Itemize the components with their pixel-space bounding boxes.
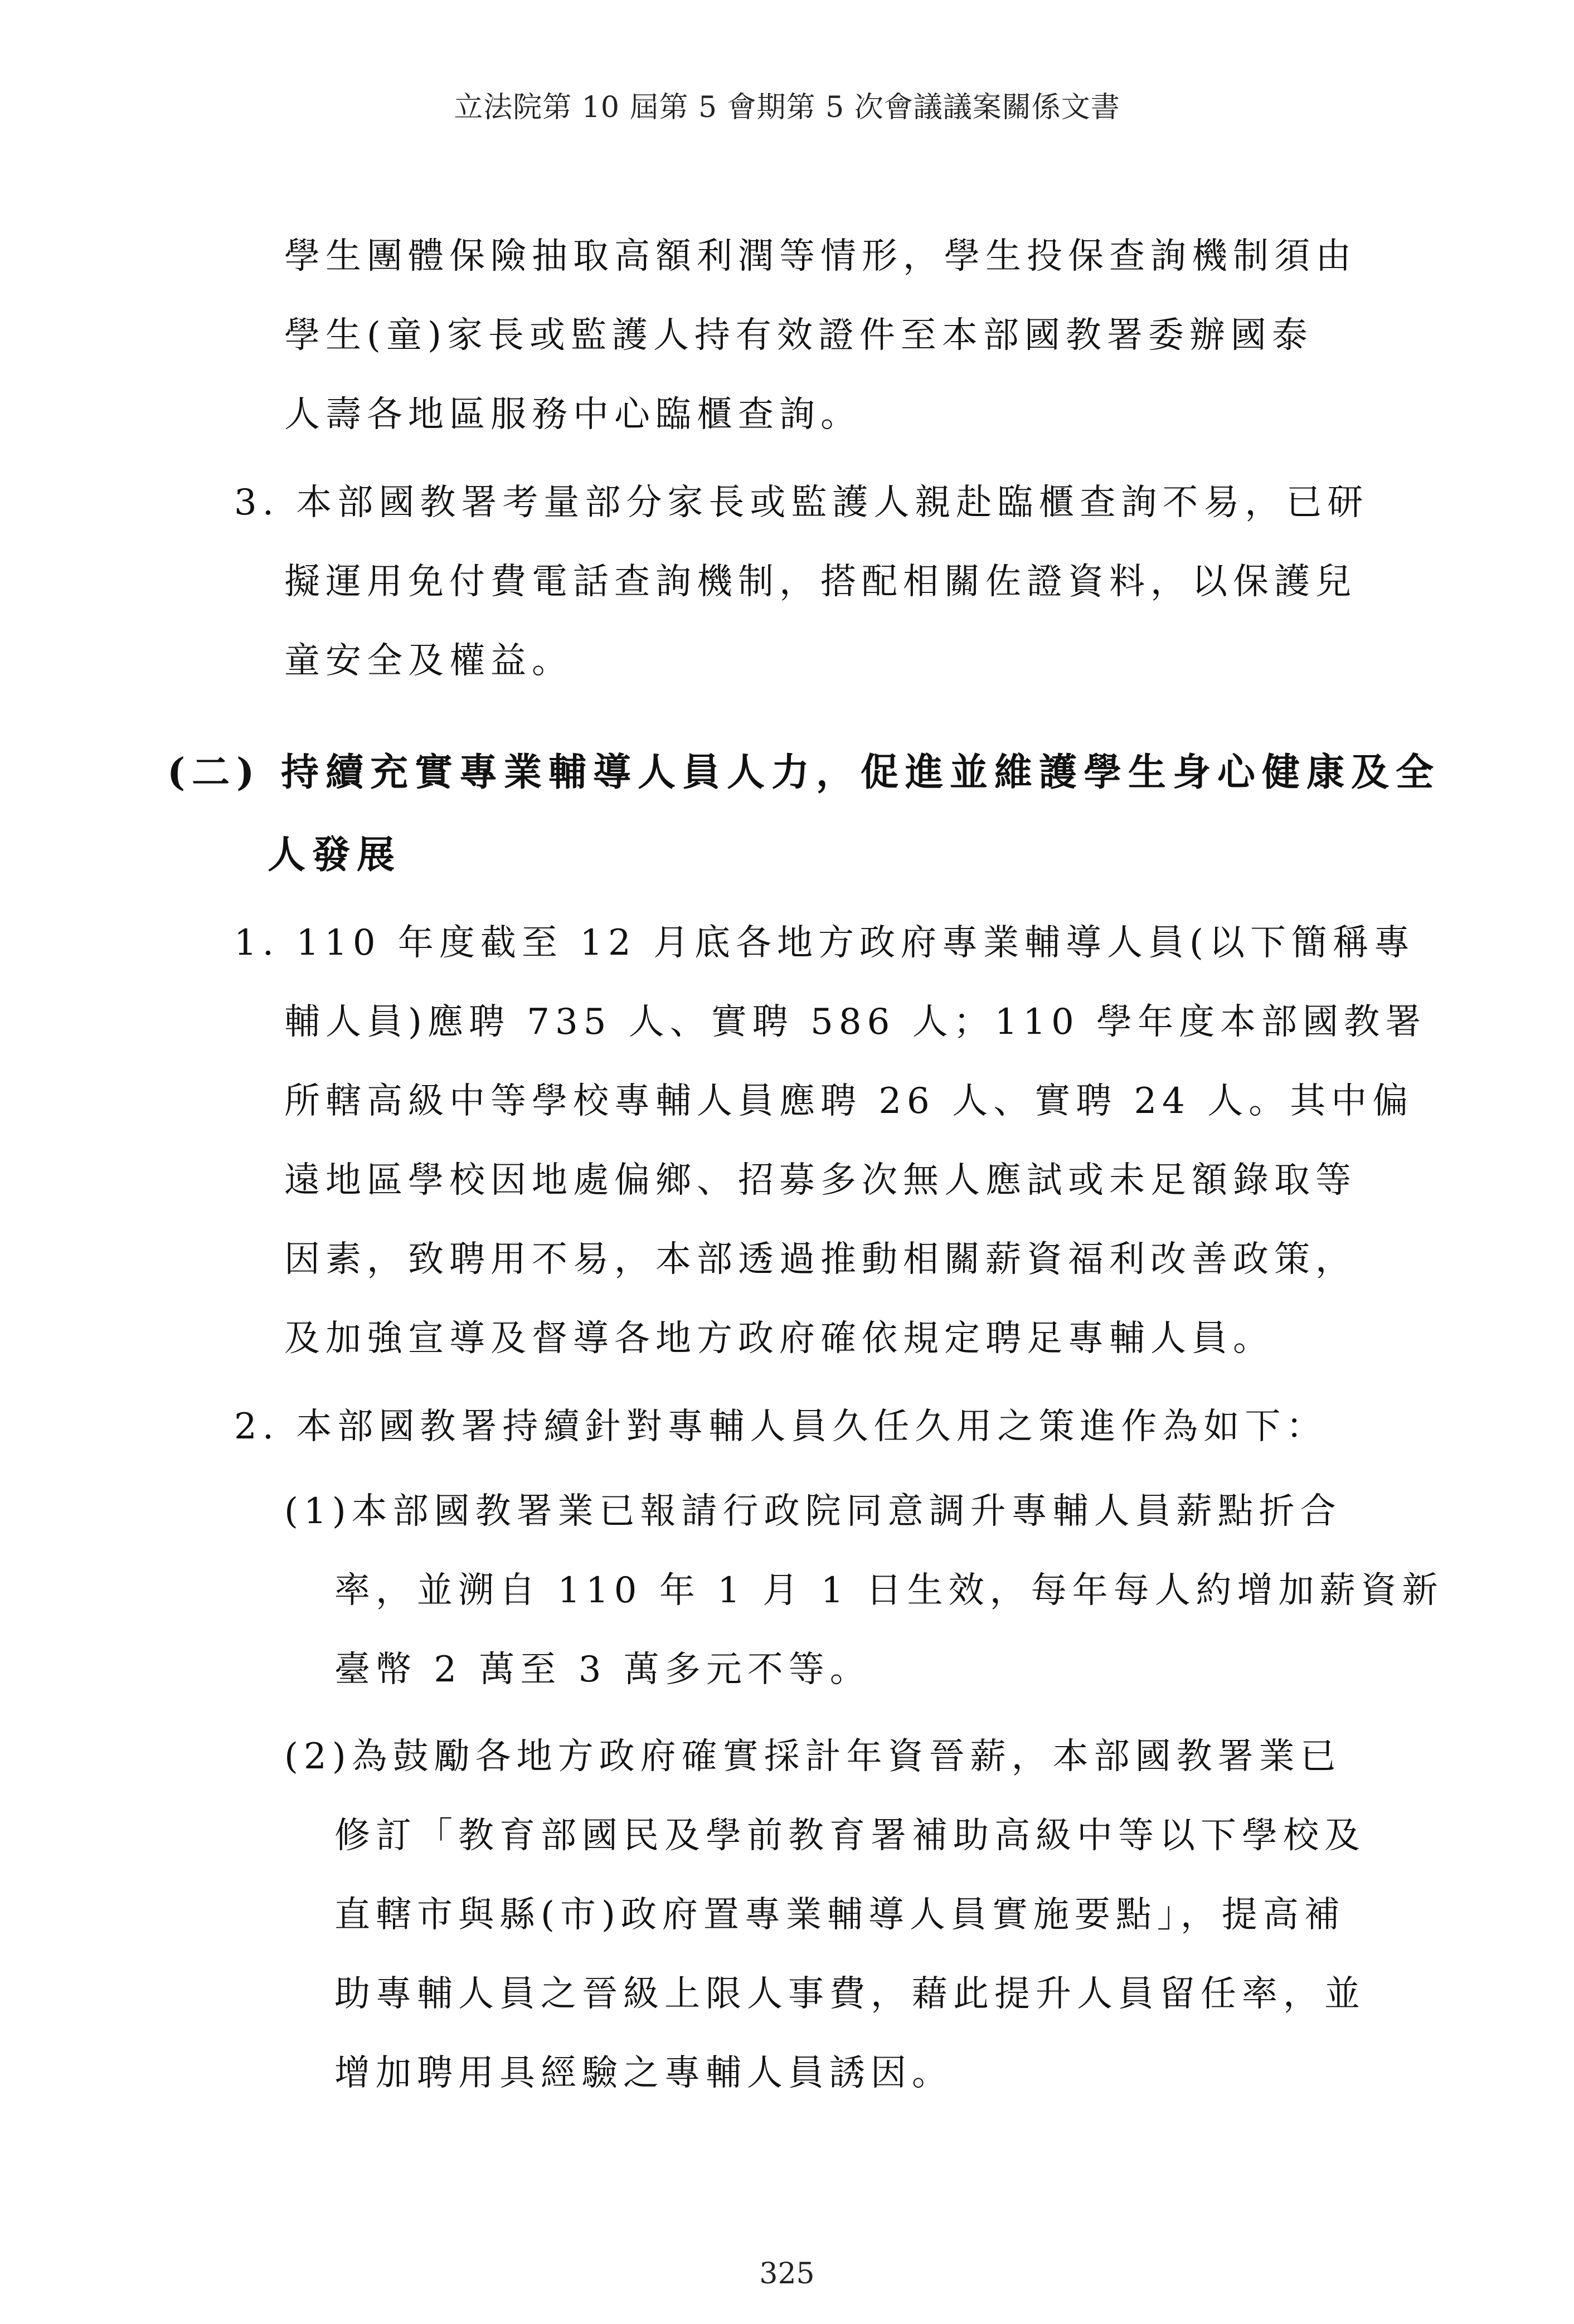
paragraph-line: 增加聘用具經驗之專輔人員誘因。 bbox=[334, 2053, 953, 2094]
paragraph-line: 輔人員)應聘 735 人、實聘 586 人；110 學年度本部國教署 bbox=[284, 1001, 1427, 1043]
paragraph-line: 所轄高級中等學校專輔人員應聘 26 人、實聘 24 人。其中偏 bbox=[284, 1081, 1414, 1122]
section-heading: (二) 持續充實專業輔導人員人力，促進並維護學生身心健康及全 bbox=[167, 750, 1441, 795]
page-number: 325 bbox=[759, 2257, 815, 2291]
paragraph-line: 因素，致聘用不易，本部透過推動相關薪資福利改善政策， bbox=[284, 1239, 1357, 1280]
list-item-1: 1. 110 年度截至 12 月底各地方政府專業輔導人員(以下簡稱專 bbox=[234, 922, 1415, 964]
paragraph-line: 修訂「教育部國民及學前教育署補助高級中等以下學校及 bbox=[334, 1815, 1366, 1856]
page-header: 立法院第 10 屆第 5 會期第 5 次會議議案關係文書 bbox=[454, 91, 1120, 124]
section-heading-cont: 人發展 bbox=[268, 833, 402, 877]
sub-item-1: (1)本部國教署業已報請行政院同意調升專輔人員薪點折合 bbox=[284, 1491, 1342, 1532]
paragraph-line: 擬運用免付費電話查詢機制，搭配相關佐證資料，以保護兒 bbox=[284, 561, 1357, 602]
paragraph-line: 助專輔人員之晉級上限人事費，藉此提升人員留任率，並 bbox=[334, 1973, 1366, 2015]
paragraph-line: 遠地區學校因地處偏鄉、招募多次無人應試或未足額錄取等 bbox=[284, 1160, 1357, 1201]
paragraph-line: 人壽各地區服務中心臨櫃查詢。 bbox=[284, 394, 862, 435]
paragraph-line: 童安全及權益。 bbox=[284, 640, 573, 682]
sub-item-2: (2)為鼓勵各地方政府確實採計年資晉薪，本部國教署業已 bbox=[284, 1736, 1342, 1777]
paragraph-line: 直轄市與縣(市)政府置專業輔導人員實施要點」，提高補 bbox=[334, 1894, 1345, 1936]
list-item-3: 3. 本部國教署考量部分家長或監護人親赴臨櫃查詢不易，已研 bbox=[234, 482, 1369, 523]
list-item-2: 2. 本部國教署持續針對專輔人員久任久用之策進作為如下： bbox=[234, 1406, 1328, 1447]
paragraph-line: 學生(童)家長或監護人持有效證件至本部國教署委辦國泰 bbox=[284, 315, 1313, 356]
paragraph-line: 及加強宣導及督導各地方政府確依規定聘足專輔人員。 bbox=[284, 1318, 1274, 1359]
paragraph-line: 學生團體保險抽取高額利潤等情形，學生投保查詢機制須由 bbox=[284, 236, 1357, 277]
paragraph-line: 臺幣 2 萬至 3 萬多元不等。 bbox=[334, 1649, 871, 1690]
paragraph-line: 率，並溯自 110 年 1 月 1 日生效，每年每人約增加薪資新 bbox=[334, 1570, 1444, 1611]
